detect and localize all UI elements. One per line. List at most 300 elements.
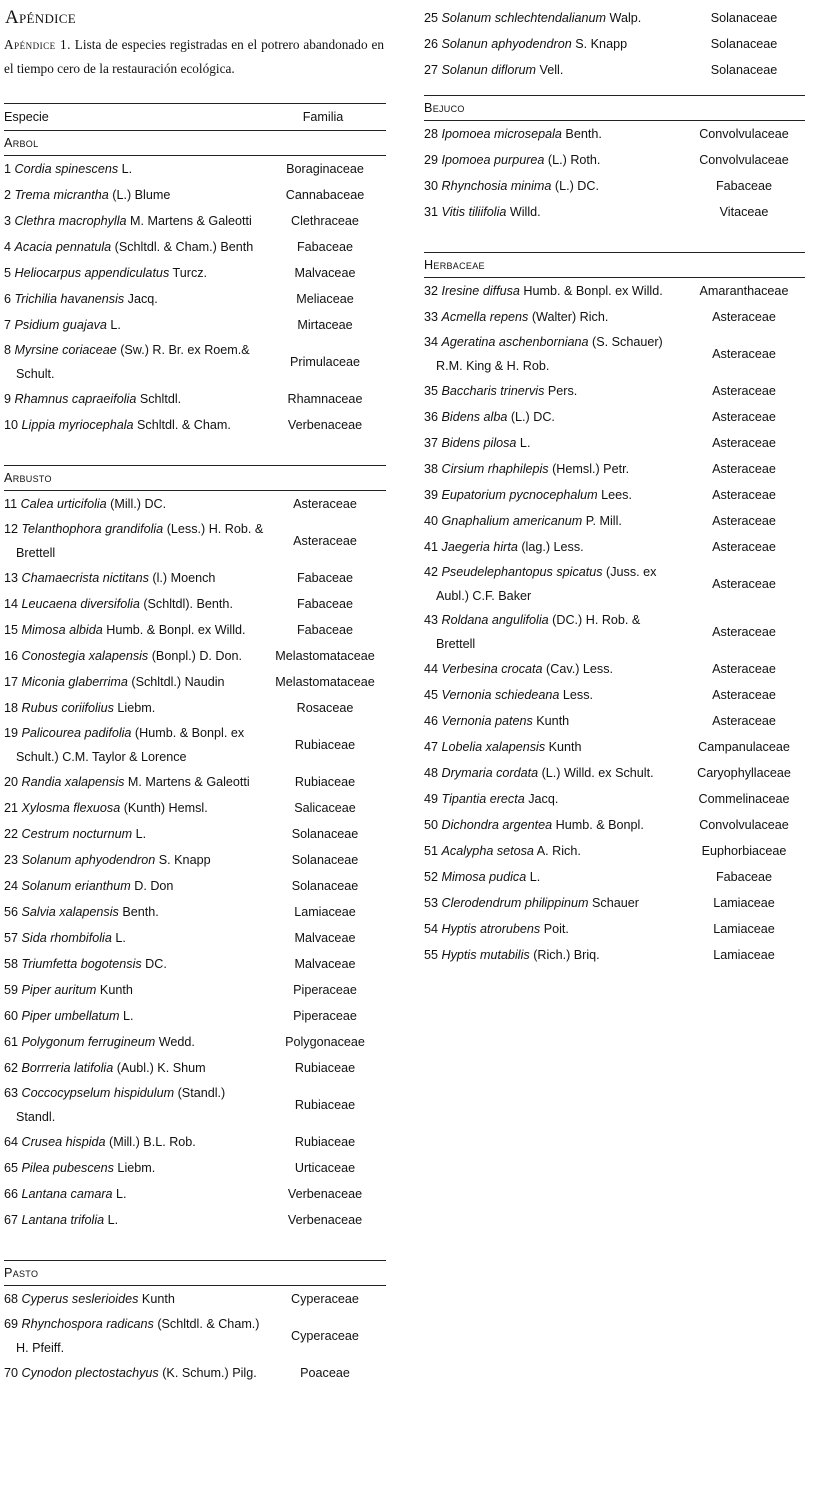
species-author: (Mill.) DC.	[106, 497, 167, 511]
species-author: (Schltdl. & Cham.) Benth	[111, 240, 254, 254]
species-row	[424, 760, 805, 786]
scientific-name: Borrreria latifolia	[21, 1061, 114, 1075]
species-author: (L.) DC.	[507, 410, 555, 424]
species-name	[424, 431, 683, 455]
species-row	[4, 386, 386, 412]
species-row	[4, 721, 386, 769]
scientific-name: Solanun aphyodendron	[441, 37, 572, 51]
scientific-name: Rhamnus capraeifolia	[14, 392, 137, 406]
scientific-name: Lantana camara	[21, 1187, 113, 1201]
species-author: L.	[111, 931, 126, 945]
scientific-name: Acacia pennatula	[14, 240, 112, 254]
species-row	[424, 890, 805, 916]
species-row	[4, 669, 386, 695]
species-name	[4, 209, 264, 233]
species-family: Cyperaceae	[291, 1292, 359, 1306]
scientific-name: Solanum aphyodendron	[21, 853, 156, 867]
species-family: Rubiaceae	[294, 775, 356, 789]
species-family: Malvaceae	[294, 266, 356, 280]
species-family: Asteraceae	[712, 462, 776, 476]
species-family: Melastomataceae	[275, 675, 375, 689]
species-number: 35	[424, 384, 439, 398]
species-family: Cannabaceae	[285, 188, 365, 202]
species-author: Kunth	[545, 740, 582, 754]
species-number: 24	[4, 879, 19, 893]
species-row	[4, 977, 386, 1003]
species-number: 39	[424, 488, 439, 502]
species-family: Commelinaceae	[698, 792, 790, 806]
species-family: Urticaceae	[294, 1161, 356, 1175]
species-family: Asteraceae	[712, 347, 776, 361]
species-author: D. Don	[130, 879, 174, 893]
species-number: 32	[424, 284, 439, 298]
species-row	[424, 31, 805, 57]
species-row	[424, 121, 805, 147]
scientific-name: Polygonum ferrugineum	[21, 1035, 156, 1049]
scientific-name: Rhynchospora radicans	[21, 1317, 154, 1331]
scientific-name: Cestrum nocturnum	[21, 827, 133, 841]
scientific-name: Solanun diflorum	[441, 63, 537, 77]
species-name	[4, 1208, 264, 1232]
species-row	[4, 1055, 386, 1081]
scientific-name: Cynodon plectostachyus	[21, 1366, 159, 1380]
scientific-name: Lantana trifolia	[21, 1213, 105, 1227]
species-family: Lamiaceae	[713, 896, 775, 910]
species-author: Benth.	[561, 127, 602, 141]
species-row	[4, 565, 386, 591]
species-author: Wedd.	[155, 1035, 195, 1049]
species-row	[4, 156, 386, 182]
species-family: Rubiaceae	[294, 738, 356, 752]
species-row	[4, 925, 386, 951]
species-row	[424, 508, 805, 534]
species-author: (L.) Willd. ex Schult.	[538, 766, 654, 780]
species-row	[424, 278, 805, 304]
species-family: Solanaceae	[291, 853, 359, 867]
scientific-name: Ipomoea microsepala	[441, 127, 562, 141]
species-name	[424, 865, 683, 889]
species-number: 49	[424, 792, 439, 806]
species-family: Lamiaceae	[713, 922, 775, 936]
species-name	[4, 770, 264, 794]
scientific-name: Piper auritum	[21, 983, 97, 997]
species-family: Salicaceae	[294, 801, 356, 815]
scientific-name: Iresine diffusa	[441, 284, 520, 298]
species-author: Kunth	[96, 983, 133, 997]
scientific-name: Trichilia havanensis	[14, 292, 125, 306]
species-author: (L.) Roth.	[544, 153, 601, 167]
species-author: S. Knapp	[571, 37, 628, 51]
species-number: 36	[424, 410, 439, 424]
species-family: Asteraceae	[712, 410, 776, 424]
scientific-name: Drymaria cordata	[441, 766, 539, 780]
species-row	[424, 404, 805, 430]
species-author: Humb. & Bonpl. ex Willd.	[519, 284, 663, 298]
species-family: Asteraceae	[712, 540, 776, 554]
species-row	[424, 57, 805, 83]
species-row	[4, 1312, 386, 1360]
species-family: Convolvulaceae	[699, 153, 789, 167]
header-family: Familia	[302, 110, 344, 124]
species-author: L.	[119, 1009, 134, 1023]
scientific-name: Cordia spinescens	[14, 162, 119, 176]
scientific-name: Hyptis mutabilis	[441, 948, 530, 962]
species-author: Schltdl. & Cham.	[133, 418, 231, 432]
scientific-name: Salvia xalapensis	[21, 905, 119, 919]
species-number: 62	[4, 1061, 19, 1075]
species-family: Fabaceae	[296, 240, 353, 254]
scientific-name: Rhynchosia minima	[441, 179, 552, 193]
species-number: 54	[424, 922, 439, 936]
species-author: Liebm.	[113, 1161, 156, 1175]
species-family: Meliaceae	[296, 292, 354, 306]
scientific-name: Palicourea padifolia	[21, 726, 132, 740]
species-row	[424, 656, 805, 682]
species-number: 1	[4, 162, 12, 176]
species-family: Asteraceae	[293, 534, 357, 548]
species-name	[424, 509, 683, 533]
scientific-name: Vernonia patens	[441, 714, 533, 728]
species-number: 4	[4, 240, 12, 254]
scientific-name: Solanum schlechtendalianum	[441, 11, 607, 25]
caption-text: Lista de especies registradas en el potrero abandonado en el tiempo cero de la restauración ecológica.	[4, 37, 384, 76]
species-family: Poaceae	[300, 1366, 350, 1380]
species-row	[424, 608, 805, 656]
species-family: Verbenaceae	[287, 418, 363, 432]
species-author: L.	[526, 870, 541, 884]
species-row	[4, 286, 386, 312]
species-family: Asteraceae	[712, 662, 776, 676]
scientific-name: Leucaena diversifolia	[21, 597, 140, 611]
species-family: Asteraceae	[712, 384, 776, 398]
species-name	[4, 235, 264, 259]
species-family: Verbenaceae	[287, 1187, 363, 1201]
scientific-name: Sida rhombifolia	[21, 931, 112, 945]
species-name	[4, 1287, 264, 1311]
species-author: (Rich.) Briq.	[529, 948, 600, 962]
species-author: (S. Schauer) R.M. King & H. Rob.	[436, 335, 663, 373]
species-author: Kunth	[138, 1292, 175, 1306]
species-family: Caryophyllaceae	[697, 766, 791, 780]
species-row	[4, 1003, 386, 1029]
species-author: L.	[104, 1213, 119, 1227]
species-number: 47	[424, 740, 439, 754]
species-author: Less.	[559, 688, 593, 702]
species-name	[4, 644, 264, 668]
species-row	[424, 147, 805, 173]
species-name	[424, 58, 683, 82]
species-number: 9	[4, 392, 12, 406]
species-number: 14	[4, 597, 19, 611]
species-number: 70	[4, 1366, 19, 1380]
scientific-name: Miconia glaberrima	[21, 675, 128, 689]
species-number: 59	[4, 983, 19, 997]
species-family: Amaranthaceae	[699, 284, 789, 298]
species-family: Solanaceae	[710, 37, 778, 51]
species-author: Kunth	[532, 714, 570, 728]
species-family: Fabaceae	[715, 179, 772, 193]
species-number: 43	[424, 613, 439, 627]
species-number: 3	[4, 214, 12, 228]
species-name	[4, 670, 264, 694]
species-number: 56	[4, 905, 19, 919]
species-row	[424, 916, 805, 942]
species-name	[424, 917, 683, 941]
right-table-body	[424, 95, 805, 968]
appendix-caption	[4, 33, 386, 81]
species-family: Rubiaceae	[294, 1098, 356, 1112]
species-name	[4, 900, 264, 924]
scientific-name: Coccocypselum hispidulum	[21, 1086, 175, 1100]
species-row	[4, 951, 386, 977]
species-number: 22	[4, 827, 19, 841]
species-row	[4, 899, 386, 925]
species-author: (Sw.) R. Br. ex Roem.& Schult.	[16, 343, 250, 381]
species-author: (Schltdl.) Naudin	[127, 675, 225, 689]
species-row	[4, 182, 386, 208]
species-row	[424, 304, 805, 330]
species-name	[4, 1056, 264, 1080]
scientific-name: Lobelia xalapensis	[441, 740, 546, 754]
scientific-name: Heliocarpus appendiculatus	[14, 266, 170, 280]
species-author: P. Mill.	[582, 514, 622, 528]
scientific-name: Pilea pubescens	[21, 1161, 114, 1175]
species-family: Rhamnaceae	[287, 392, 363, 406]
species-number: 53	[424, 896, 439, 910]
species-name	[424, 405, 683, 429]
species-row	[4, 1081, 386, 1129]
species-family: Asteraceae	[712, 436, 776, 450]
species-row	[424, 560, 805, 608]
species-family: Malvaceae	[294, 931, 356, 945]
species-name	[424, 330, 683, 378]
scientific-name: Trema micrantha	[14, 188, 109, 202]
species-row	[4, 617, 386, 643]
species-author: Turcz.	[169, 266, 208, 280]
species-author: M. Martens & Galeotti	[124, 775, 250, 789]
species-family: Verbenaceae	[287, 1213, 363, 1227]
species-number: 31	[424, 205, 439, 219]
species-author: L.	[132, 827, 147, 841]
scientific-name: Clethra macrophylla	[14, 214, 127, 228]
species-name	[4, 338, 264, 386]
species-name	[4, 1081, 264, 1129]
species-row	[424, 942, 805, 968]
species-name	[424, 943, 683, 967]
species-row	[424, 430, 805, 456]
species-number: 7	[4, 318, 12, 332]
species-family: Asteraceae	[712, 577, 776, 591]
species-author: (Cav.) Less.	[542, 662, 614, 676]
species-family: Melastomataceae	[275, 649, 375, 663]
species-author: Schltdl.	[136, 392, 182, 406]
species-family: Vitaceae	[719, 205, 769, 219]
species-author: Poit.	[540, 922, 569, 936]
species-number: 21	[4, 801, 19, 815]
species-name	[4, 1004, 264, 1028]
species-row	[4, 260, 386, 286]
species-author: (L.) DC.	[551, 179, 599, 193]
species-family: Boraginaceae	[286, 162, 364, 176]
species-number: 13	[4, 571, 19, 585]
species-number: 42	[424, 565, 439, 579]
species-name	[424, 709, 683, 733]
species-row	[4, 1286, 386, 1312]
species-author: (Juss. ex Aubl.) C.F. Baker	[436, 565, 657, 603]
species-family: Rosaceae	[296, 701, 354, 715]
species-name	[4, 1030, 264, 1054]
species-row	[424, 456, 805, 482]
species-family: Asteraceae	[712, 488, 776, 502]
species-author: (Walter) Rich.	[528, 310, 609, 324]
scientific-name: Mimosa pudica	[441, 870, 527, 884]
species-name	[4, 313, 264, 337]
species-number: 40	[424, 514, 439, 528]
scientific-name: Xylosma flexuosa	[21, 801, 121, 815]
species-number: 46	[424, 714, 439, 728]
species-row	[424, 864, 805, 890]
species-number: 16	[4, 649, 19, 663]
species-number: 68	[4, 1292, 19, 1306]
species-name	[4, 1312, 264, 1360]
species-row	[4, 1360, 386, 1386]
species-row	[424, 5, 805, 31]
left-column	[4, 0, 386, 1386]
species-author: DC.	[141, 957, 167, 971]
species-name	[4, 822, 264, 846]
species-author: (Standl.) Standl.	[16, 1086, 226, 1124]
scientific-name: Roldana angulifolia	[441, 613, 549, 627]
species-number: 60	[4, 1009, 19, 1023]
species-name	[4, 721, 264, 769]
species-number: 66	[4, 1187, 19, 1201]
species-name	[424, 122, 683, 146]
scientific-name: Rubus coriifolius	[21, 701, 114, 715]
species-row	[4, 795, 386, 821]
species-number: 44	[424, 662, 439, 676]
species-row	[4, 769, 386, 795]
species-number: 26	[424, 37, 439, 51]
species-author: Humb. & Bonpl. ex Willd.	[102, 623, 246, 637]
section-heading: Pasto	[4, 1260, 386, 1286]
species-row	[424, 482, 805, 508]
species-number: 61	[4, 1035, 19, 1049]
scientific-name: Crusea hispida	[21, 1135, 106, 1149]
species-author: M. Martens & Galeotti	[126, 214, 252, 228]
scientific-name: Dichondra argentea	[441, 818, 553, 832]
section-heading: Arbol	[4, 130, 386, 156]
species-author: L.	[106, 318, 121, 332]
species-number: 11	[4, 497, 18, 511]
species-row	[4, 873, 386, 899]
scientific-name: Pseudelephantopus spicatus	[441, 565, 603, 579]
scientific-name: Cirsium rhaphilepis	[441, 462, 549, 476]
scientific-name: Tipantia erecta	[441, 792, 525, 806]
species-name	[4, 696, 264, 720]
species-row	[4, 1181, 386, 1207]
species-family: Fabaceae	[715, 870, 772, 884]
species-family: Mirtaceae	[297, 318, 353, 332]
species-author: (Humb. & Bonpl. ex Schult.) C.M. Taylor & Lorence	[16, 726, 245, 764]
scientific-name: Lippia myriocephala	[21, 418, 134, 432]
species-number: 63	[4, 1086, 19, 1100]
species-number: 27	[424, 63, 439, 77]
scientific-name: Bidens pilosa	[441, 436, 517, 450]
species-author: A. Rich.	[533, 844, 581, 858]
scientific-name: Verbesina crocata	[441, 662, 543, 676]
species-name	[4, 796, 264, 820]
species-row	[4, 234, 386, 260]
species-number: 28	[424, 127, 439, 141]
species-family: Rubiaceae	[294, 1135, 356, 1149]
species-number: 8	[4, 343, 12, 357]
scientific-name: Triumfetta bogotensis	[21, 957, 142, 971]
species-name	[4, 1361, 264, 1385]
scientific-name: Mimosa albida	[21, 623, 103, 637]
scientific-name: Gnaphalium americanum	[441, 514, 583, 528]
species-family: Asteraceae	[712, 688, 776, 702]
species-name	[4, 618, 264, 642]
species-author: (Mill.) B.L. Rob.	[105, 1135, 196, 1149]
scientific-name: Acalypha setosa	[441, 844, 534, 858]
species-name	[424, 787, 683, 811]
species-row	[4, 695, 386, 721]
species-row	[4, 1029, 386, 1055]
species-author: Vell.	[536, 63, 564, 77]
species-row	[4, 1155, 386, 1181]
scientific-name: Ipomoea purpurea	[441, 153, 545, 167]
species-number: 41	[424, 540, 439, 554]
species-name	[424, 535, 683, 559]
scientific-name: Clerodendrum philippinum	[441, 896, 589, 910]
species-number: 64	[4, 1135, 19, 1149]
species-row	[424, 534, 805, 560]
species-author: (Aubl.) K. Shum	[113, 1061, 206, 1075]
species-author: (l.) Moench	[148, 571, 216, 585]
species-number: 12	[4, 522, 19, 536]
species-row	[4, 338, 386, 386]
species-name	[4, 413, 264, 437]
species-name	[424, 839, 683, 863]
species-name	[4, 1156, 264, 1180]
species-row	[4, 1129, 386, 1155]
species-author: (Schltdl. & Cham.) H. Pfeiff.	[16, 1317, 260, 1355]
species-name	[4, 387, 264, 411]
species-number: 17	[4, 675, 19, 689]
section-heading: Arbusto	[4, 465, 386, 491]
left-table-body	[4, 130, 386, 1386]
species-row	[4, 821, 386, 847]
species-family: Malvaceae	[294, 957, 356, 971]
species-number: 10	[4, 418, 19, 432]
species-family: Convolvulaceae	[699, 127, 789, 141]
scientific-name: Piper umbellatum	[21, 1009, 120, 1023]
species-number: 20	[4, 775, 19, 789]
species-number: 37	[424, 436, 439, 450]
species-name	[4, 261, 264, 285]
scientific-name: Vernonia schiedeana	[441, 688, 560, 702]
species-row	[4, 847, 386, 873]
species-family: Fabaceae	[296, 623, 353, 637]
species-number: 23	[4, 853, 19, 867]
species-number: 29	[424, 153, 439, 167]
species-number: 34	[424, 335, 439, 349]
page-title: Apéndice	[5, 7, 77, 28]
species-number: 25	[424, 11, 439, 25]
species-family: Piperaceae	[293, 1009, 357, 1023]
species-row	[424, 682, 805, 708]
species-name	[4, 183, 264, 207]
